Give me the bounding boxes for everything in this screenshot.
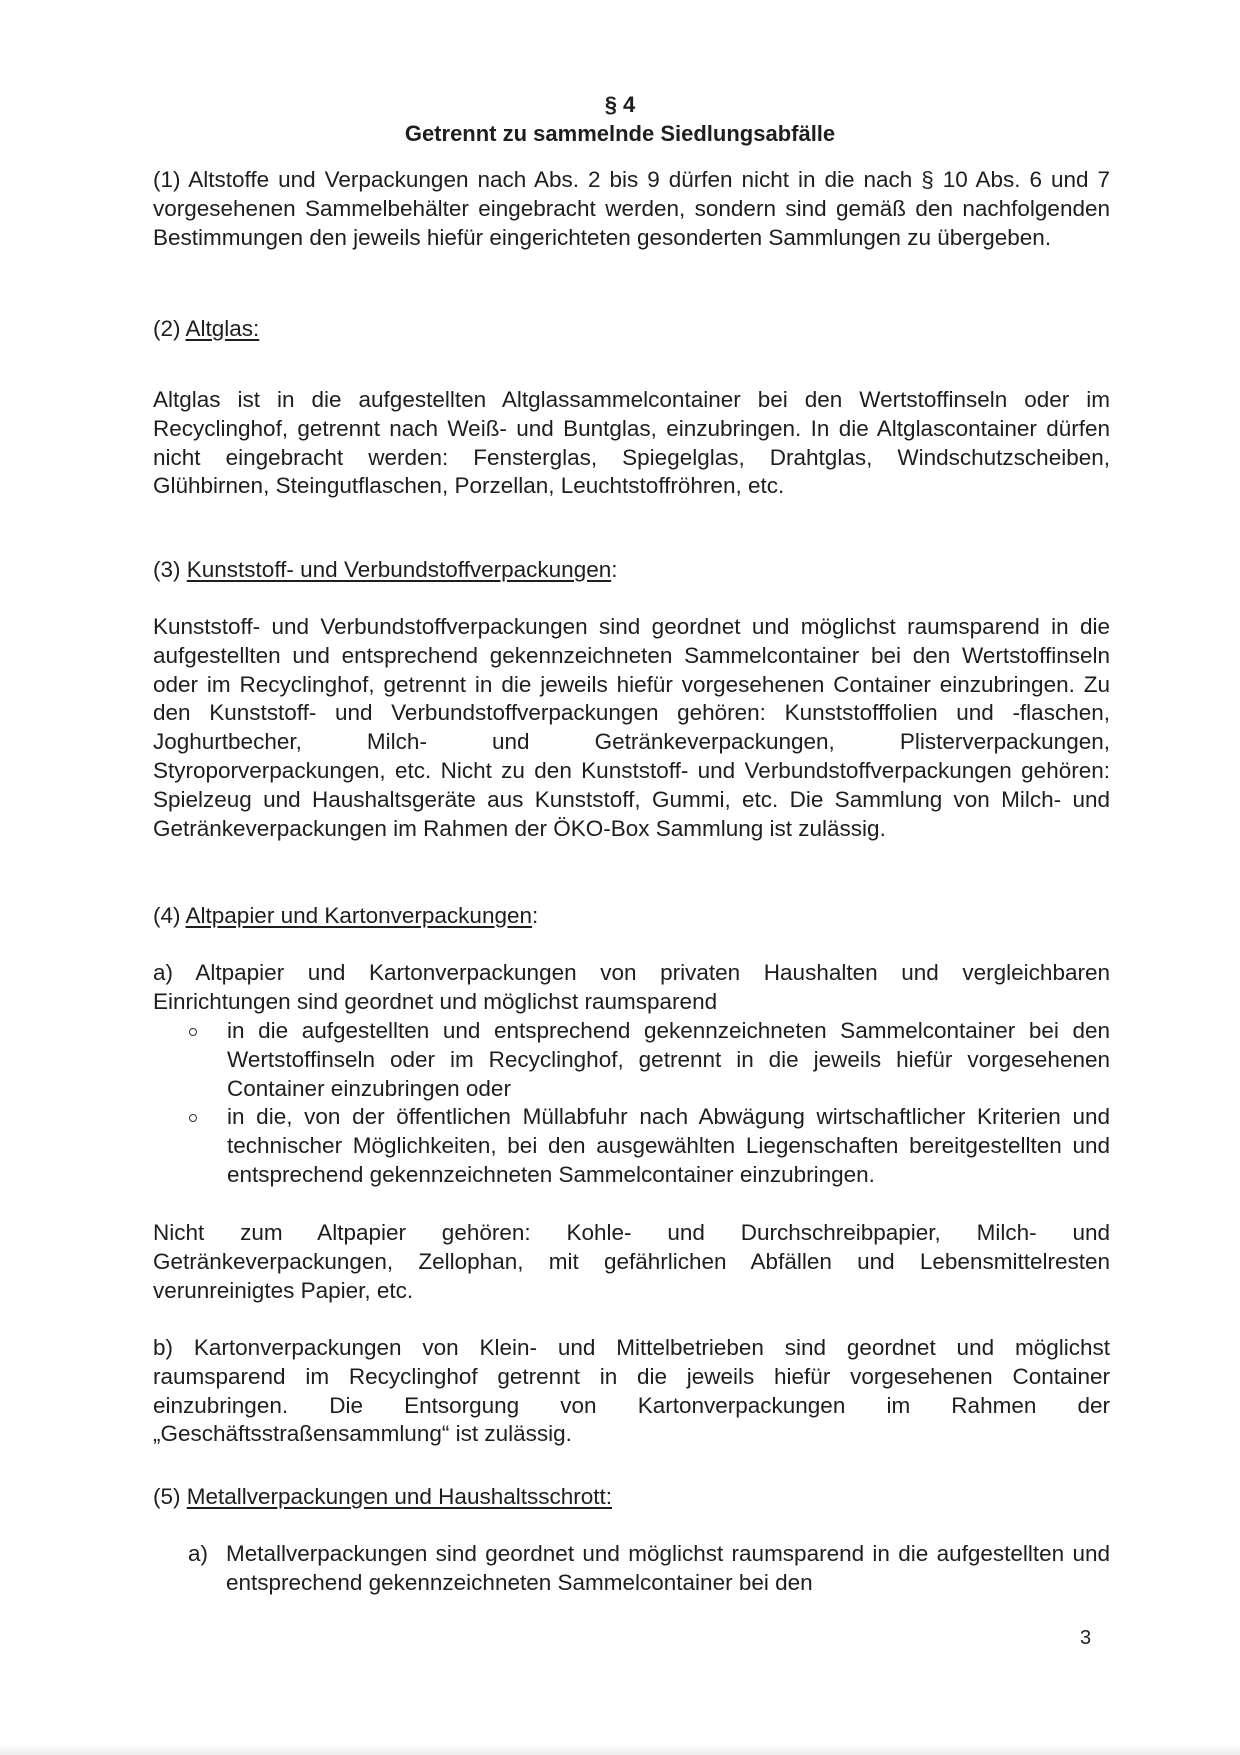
heading-number: (5) (153, 1484, 181, 1509)
heading-title: Altglas: (185, 316, 260, 341)
list-item (153, 1017, 1110, 1103)
heading-title: Kunststoff- und Verbundstoffverpackungen (186, 557, 612, 582)
heading-number: (4) (153, 903, 181, 928)
heading-kunststoff (153, 556, 618, 584)
heading-number: (2) (153, 316, 181, 341)
list-item-text: in die, von der öffentlichen Müllabfuhr nach Abwägung wirtschaftlicher Kriterien und technischer Möglichkeiten, bei den ausgewählten Liegenschaften bereitgestellten und entsprechend gekennzeichneten Sammelcontainer einzubringen. (227, 1104, 1110, 1187)
paragraph-kunststoff: Kunststoff- und Verbundstoffverpackungen sind geordnet und möglichst raumsparend in die aufgestellten und entsprechend gekennzeichneten Sammelcontainer bei den Wertstoffinseln oder im Recyclinghof, getrennt in die jeweils hiefür vorgesehenen Container einzubringen. Zu den Kunststoff- und Verbundstoffverpackungen gehören: Kunststofffolien und -flaschen, Joghurtbecher, Milch- und Getränkeverpackungen, Plisterverpackungen, Styroporverpackungen, etc. Nicht zu den Kunststoff- und Verbundstoffverpackungen gehören: Spielzeug und Haushaltsgeräte aus Kunststoff, Gummi, etc. Die Sammlung von Milch- und Getränkeverpackungen im Rahmen der ÖKO-Box Sammlung ist zulässig. (153, 614, 1110, 841)
heading-altpapier (153, 902, 538, 930)
heading-altglas (153, 315, 259, 343)
heading-metall (153, 1483, 612, 1511)
section-number: § 4 (604, 92, 636, 117)
heading-number: (3) (153, 557, 181, 582)
heading-colon: : (532, 903, 539, 928)
paragraph-metall-label: a) (188, 1541, 209, 1566)
paragraph-nicht-altpapier: Nicht zum Altpapier gehören: Kohle- und Durchschreibpapier, Milch- und Getränkeverpackungen, Zellophan, mit gefährlichen Abfällen und Lebensmittelresten verunreinigtes Papier, etc. (153, 1220, 1110, 1303)
heading-title: Metallverpackungen und Haushaltsschrott: (186, 1484, 613, 1509)
heading-colon: : (611, 557, 618, 582)
page-number: 3 (1080, 1627, 1092, 1649)
paragraph-altpapier-b: b) Kartonverpackungen von Klein- und Mittelbetrieben sind geordnet und möglichst raumsparend im Recyclinghof getrennt in die jeweils hiefür vorgesehenen Container einzubringen. Die Entsorgung von Kartonverpackungen im Rahmen der „Geschäftsstraßensammlung“ ist zulässig. (153, 1335, 1110, 1447)
bullet-icon (189, 1114, 197, 1122)
section-title: Getrennt zu sammelnde Siedlungsabfälle (404, 121, 836, 146)
scan-edge (0, 1743, 1240, 1755)
paragraph-metall-a: Metallverpackungen sind geordnet und möglichst raumsparend in die aufgestellten und entsprechend gekennzeichneten Sammelcontainer bei den (226, 1541, 1110, 1595)
altpapier-bullet-list (153, 1017, 1110, 1190)
list-item-text: in die aufgestellten und entsprechend gekennzeichneten Sammelcontainer bei den Wertstoffinseln oder im Recyclinghof, getrennt in die jeweils hiefür vorgesehenen Container einzubringen oder (227, 1018, 1110, 1101)
heading-title: Altpapier und Kartonverpackungen (185, 903, 533, 928)
paragraph-altglas: Altglas ist in die aufgestellten Altglassammelcontainer bei den Wertstoffinseln oder im Recyclinghof, getrennt nach Weiß- und Buntglas, einzubringen. In die Altglascontainer dürfen nicht eingebracht werden: Fensterglas, Spiegelglas, Drahtglas, Windschutzscheiben, Glühbirnen, Steingutflaschen, Porzellan, Leuchtstoffröhren, etc. (153, 387, 1110, 499)
bullet-icon (189, 1028, 197, 1036)
list-item (153, 1103, 1110, 1189)
paragraph-1: (1) Altstoffe und Verpackungen nach Abs. 2 bis 9 dürfen nicht in die nach § 10 Abs. 6 und 7 vorgesehenen Sammelbehälter eingebracht werden, sondern sind gemäß den nachfolgenden Bestimmungen den jeweils hiefür eingerichteten gesonderten Sammlungen zu übergeben. (153, 167, 1110, 250)
paragraph-altpapier-a: a) Altpapier und Kartonverpackungen von privaten Haushalten und vergleichbaren Einrichtungen sind geordnet und möglichst raumsparend (153, 960, 1110, 1014)
